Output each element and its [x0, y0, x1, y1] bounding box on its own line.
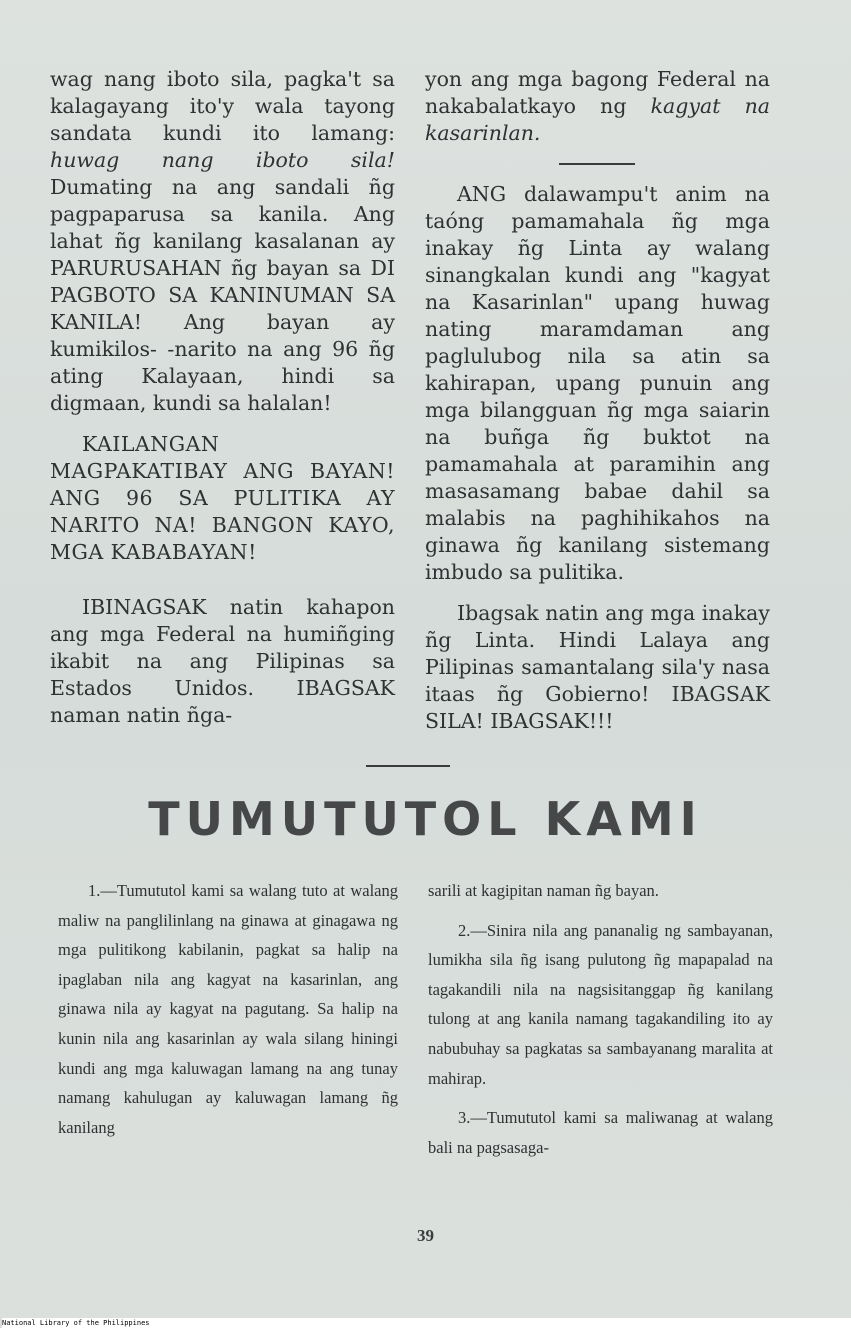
paragraph [50, 66, 395, 417]
paragraph: 3.—Tumututol kami sa maliwanag at walang bali na pagsasaga- [428, 1108, 773, 1157]
headline: TUMUTUTOL KAMI [148, 792, 703, 846]
page-number: 39 [417, 1226, 434, 1245]
paragraph-text: Dumating na ang sandali ñg pagpaparusa sa kanila. Ang lahat ñg kanilang kasalanan ay PARURUSAHAN ñg bayan sa DI PAGBOTO SA KANINUMAN SA KANILA! Ang bayan ay kumikilos- -narito na ang 96 ñg ating Kalayaan, hindi sa digmaan, kundi sa halalan! [50, 175, 395, 415]
italic-text: kagyat na kasarinlan. [425, 94, 770, 145]
italic-text: huwag nang iboto sila! [50, 148, 395, 172]
paragraph [425, 66, 770, 147]
paragraph: Ibagsak natin ang mga inakay ñg Linta. Hindi Lalaya ang Pilipinas samantalang sila'y nasa itaas ñg Gobierno! IBAGSAK SILA! IBAGSAK!!! [425, 601, 770, 733]
paragraph-text: wag nang iboto sila, pagka't sa kalagayang ito'y wala tayong sandata kundi ito lamang: [50, 67, 395, 145]
footer-credit: National Library of the Philippines [2, 1318, 851, 1328]
paragraph: IBINAGSAK natin kahapon ang mga Federal na humiñging ikabit na ang Pilipinas sa Estados Unidos. IBAGSAK naman natin ñga- [50, 595, 395, 727]
paragraph: ANG dalawampu't anim na taóng pamamahala ñg mga inakay ñg Linta ay walang sinangkalan kundi ang "kagyat na Kasarinlan" upang huwag nating maramdaman ang paglulubog nila sa atin sa kahirapan, upang punuin ang mga bilangguan ñg mga saiarin na buñga ñg buktot na pamamahala at paramihin ang masasamang babae dahil sa malabis na paghihikahos na ginawa ñg kanilang sistemang imbudo sa pulitika. [425, 182, 770, 584]
upper-right-column [425, 66, 770, 735]
paragraph-text: yon ang mga bagong Federal na nakabalatkayo ng [425, 67, 770, 118]
paragraph: 2.—Sinira nila ang pananalig ng sambayanan, lumikha sila ñg isang pulutong ñg mapapalad na tagakandili nila na nagsisitanggap ñg kanilang tulong at ang kanila namang tagakandiling ito ay nabubuhay sa pagkatas sa sambayanang maralita at mahirap. [428, 920, 773, 1088]
section-divider [366, 765, 450, 767]
lower-left-column [58, 876, 398, 1142]
upper-left-column [50, 66, 395, 729]
section-divider [559, 163, 635, 165]
paragraph: 1.—Tumututol kami sa walang tuto at walang maliw na panglilinlang na ginawa at ginagawa ng mga pulitikong kabilanin, pagkat sa halip na ipaglaban nila ang kagyat na kasarinlan, ang ginawa nila ay kagyat na pagutang. Sa halip na kunin nila ang kasarinlan ay wala silang hiningi kundi ang mga kaluwagan lamang na ang tunay namang kahulugan ay kaluwagan lamang ñg kanilang [58, 881, 398, 1137]
paragraph-caps: KAILANGAN MAGPAKATIBAY ANG BAYAN! ANG 96 SA PULITIKA AY NARITO NA! BANGON KAYO, MGA KABABAYAN! [50, 432, 395, 564]
paragraph: sarili at kagipitan naman ñg bayan. [428, 881, 659, 900]
lower-right-column [428, 876, 773, 1162]
